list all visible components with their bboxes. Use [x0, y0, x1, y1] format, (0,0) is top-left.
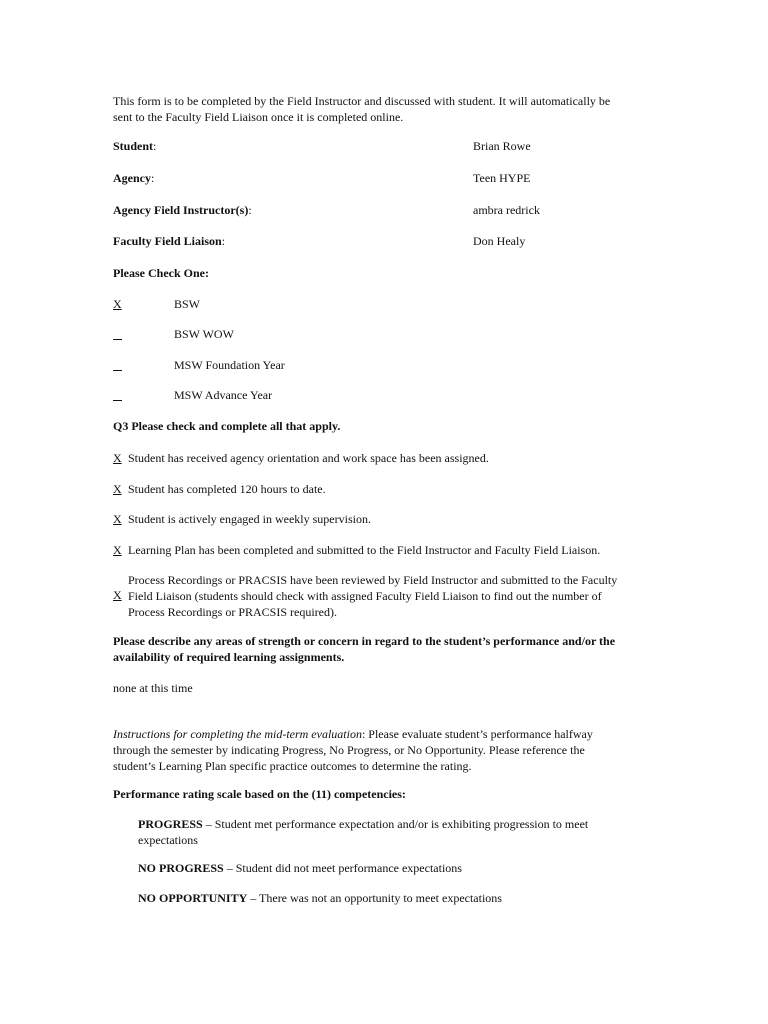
- q3-check-mark[interactable]: X: [113, 588, 122, 602]
- describe-heading-line: availability of required learning assignments.: [113, 650, 345, 664]
- q3-item-text: Student has received agency orientation and work space has been assigned.: [128, 451, 489, 465]
- field-student-label: Student:: [113, 139, 157, 153]
- describe-heading: [113, 633, 615, 665]
- describe-heading-line: Please describe any areas of strength or concern in regard to the student’s performance and/or the: [113, 634, 616, 648]
- q3-check-mark[interactable]: X: [113, 451, 122, 465]
- check-mark-msw-foundation[interactable]: [113, 358, 122, 375]
- check-mark-bsw-wow[interactable]: [113, 327, 122, 344]
- field-liaison-value: Don Healy: [473, 234, 526, 248]
- q3-item-text: Student has completed 120 hours to date.: [128, 482, 326, 496]
- q3-check-mark[interactable]: X: [113, 543, 122, 557]
- instructions-lead: Instructions for completing the mid-term evaluation: [113, 727, 362, 741]
- field-agency-label: Agency:: [113, 171, 155, 185]
- scale-item-line: PROGRESS – Student met performance expectation and/or is exhibiting progression to meet: [138, 817, 589, 831]
- q3-check-mark[interactable]: X: [113, 482, 122, 496]
- field-liaison-label: Faculty Field Liaison:: [113, 234, 226, 248]
- option-msw-advance-label: MSW Advance Year: [174, 388, 273, 402]
- option-bsw-wow-label: BSW WOW: [174, 327, 234, 341]
- q3-item-line: Field Liaison (students should check with assigned Faculty Field Liaison to find out the number of: [128, 589, 602, 603]
- scale-heading: Performance rating scale based on the (11) competencies:: [113, 787, 406, 801]
- scale-item-no-progress: NO PROGRESS – Student did not meet performance expectations: [138, 861, 462, 875]
- field-agency-value: Teen HYPE: [473, 171, 531, 185]
- instructions-line: through the semester by indicating Progress, No Progress, or No Opportunity. Please reference the: [113, 743, 585, 757]
- field-instructor-label: Agency Field Instructor(s):: [113, 203, 252, 217]
- scale-item-line: expectations: [138, 833, 198, 847]
- scale-item-no-opportunity: NO OPPORTUNITY – There was not an opportunity to meet expectations: [138, 891, 502, 905]
- intro-line: This form is to be completed by the Field Instructor and discussed with student. It will automatically be: [113, 94, 611, 108]
- option-bsw-label: BSW: [174, 297, 201, 311]
- field-instructor-value: ambra redrick: [473, 203, 540, 217]
- q3-item-line: Process Recordings or PRACSIS required).: [128, 605, 337, 619]
- check-one-heading: Please Check One:: [113, 266, 209, 280]
- option-msw-foundation-label: MSW Foundation Year: [174, 358, 285, 372]
- check-mark-bsw[interactable]: X: [113, 297, 122, 311]
- check-mark-msw-advance[interactable]: [113, 388, 122, 405]
- instructions-line: student’s Learning Plan specific practice outcomes to determine the rating.: [113, 759, 472, 773]
- intro-line: sent to the Faculty Field Liaison once it is completed online.: [113, 110, 404, 124]
- q3-item-line: Process Recordings or PRACSIS have been reviewed by Field Instructor and submitted to the Faculty: [128, 573, 618, 587]
- q3-item-text: Student is actively engaged in weekly supervision.: [128, 512, 371, 526]
- instructions-line: Instructions for completing the mid-term evaluation: Please evaluate student’s performance halfway: [113, 727, 593, 741]
- q3-heading: Q3 Please check and complete all that apply.: [113, 419, 341, 433]
- scale-item-progress: [138, 816, 638, 848]
- describe-answer: none at this time: [113, 681, 193, 695]
- q3-check-mark[interactable]: X: [113, 512, 122, 526]
- q3-item-text: [128, 572, 617, 620]
- intro-paragraph: [113, 93, 673, 125]
- field-student-value: Brian Rowe: [473, 139, 531, 153]
- q3-item-text: Learning Plan has been completed and submitted to the Field Instructor and Faculty Field Liaison.: [128, 543, 601, 557]
- instructions-paragraph: [113, 726, 673, 774]
